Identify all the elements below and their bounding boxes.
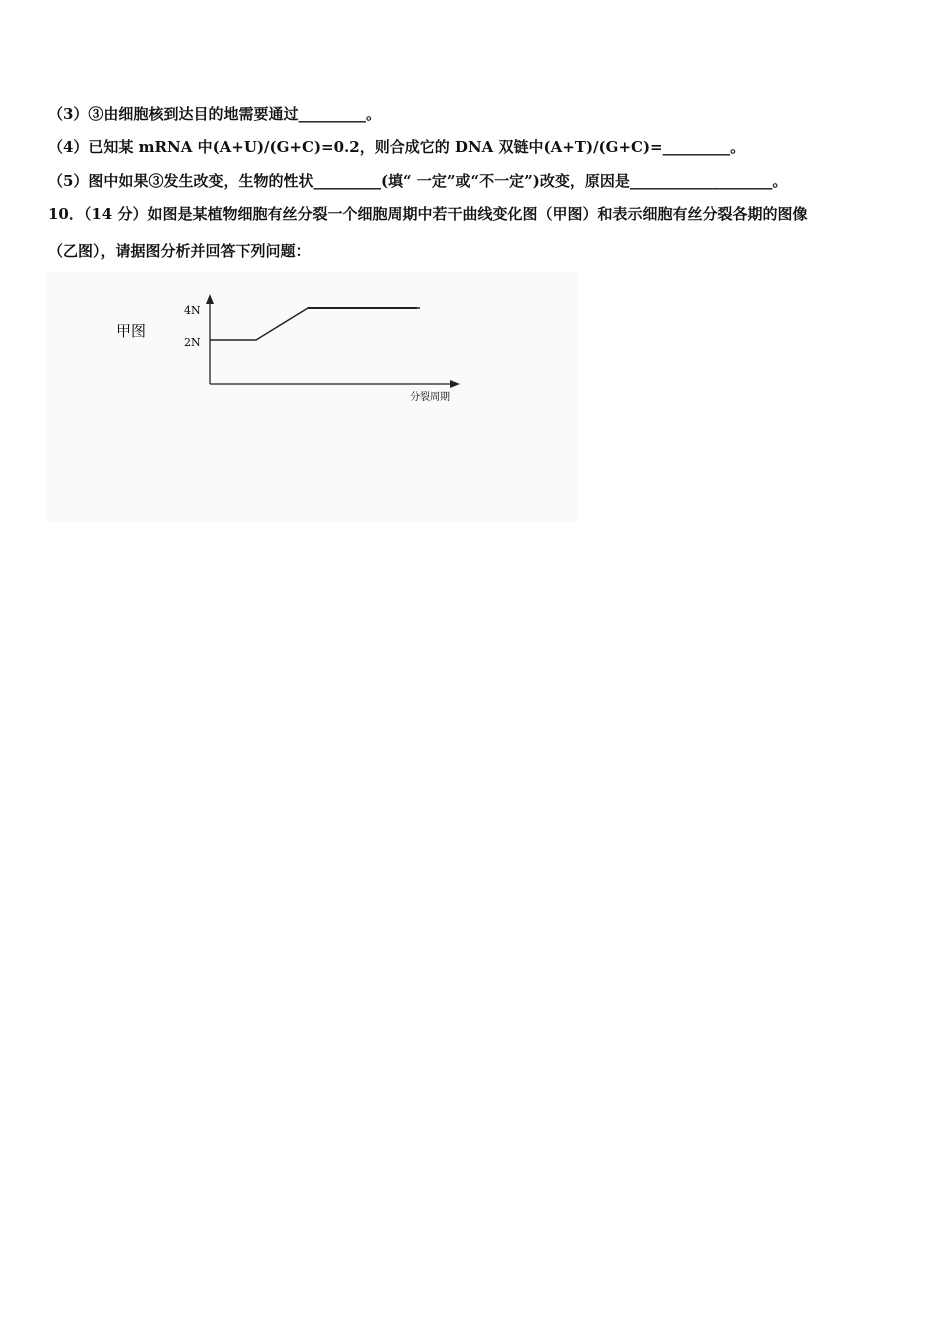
q9-part3: （3）③由细胞核到达目的地需要通过_________。 <box>48 105 381 123</box>
q10-figure-svg <box>46 272 578 522</box>
fig-jia-y-2n: 2N <box>184 336 201 349</box>
q9-part4: （4）已知某 mRNA 中(A+U)/(G+C)=0.2，则合成它的 DNA 双链中(A+T)/(G+C)=_________。 <box>48 138 746 156</box>
fig-jia-y-4n: 4N <box>184 304 201 317</box>
fig-jia-x-label: 分裂周期 <box>410 392 450 403</box>
q10-stem-line1: 10．（14 分）如图是某植物细胞有丝分裂一个细胞周期中若干曲线变化图（甲图）和表示细胞有丝分裂各期的图像 <box>48 205 808 223</box>
fig-jia-label: 甲图 <box>116 322 147 340</box>
q9-part5: （5）图中如果③发生改变，生物的性状_________(填“ 一定”或“不一定”)改变，原因是___________________。 <box>48 172 788 190</box>
q10-figure <box>46 272 578 522</box>
q10-stem-line2: （乙图），请据图分析并回答下列问题： <box>48 242 311 260</box>
